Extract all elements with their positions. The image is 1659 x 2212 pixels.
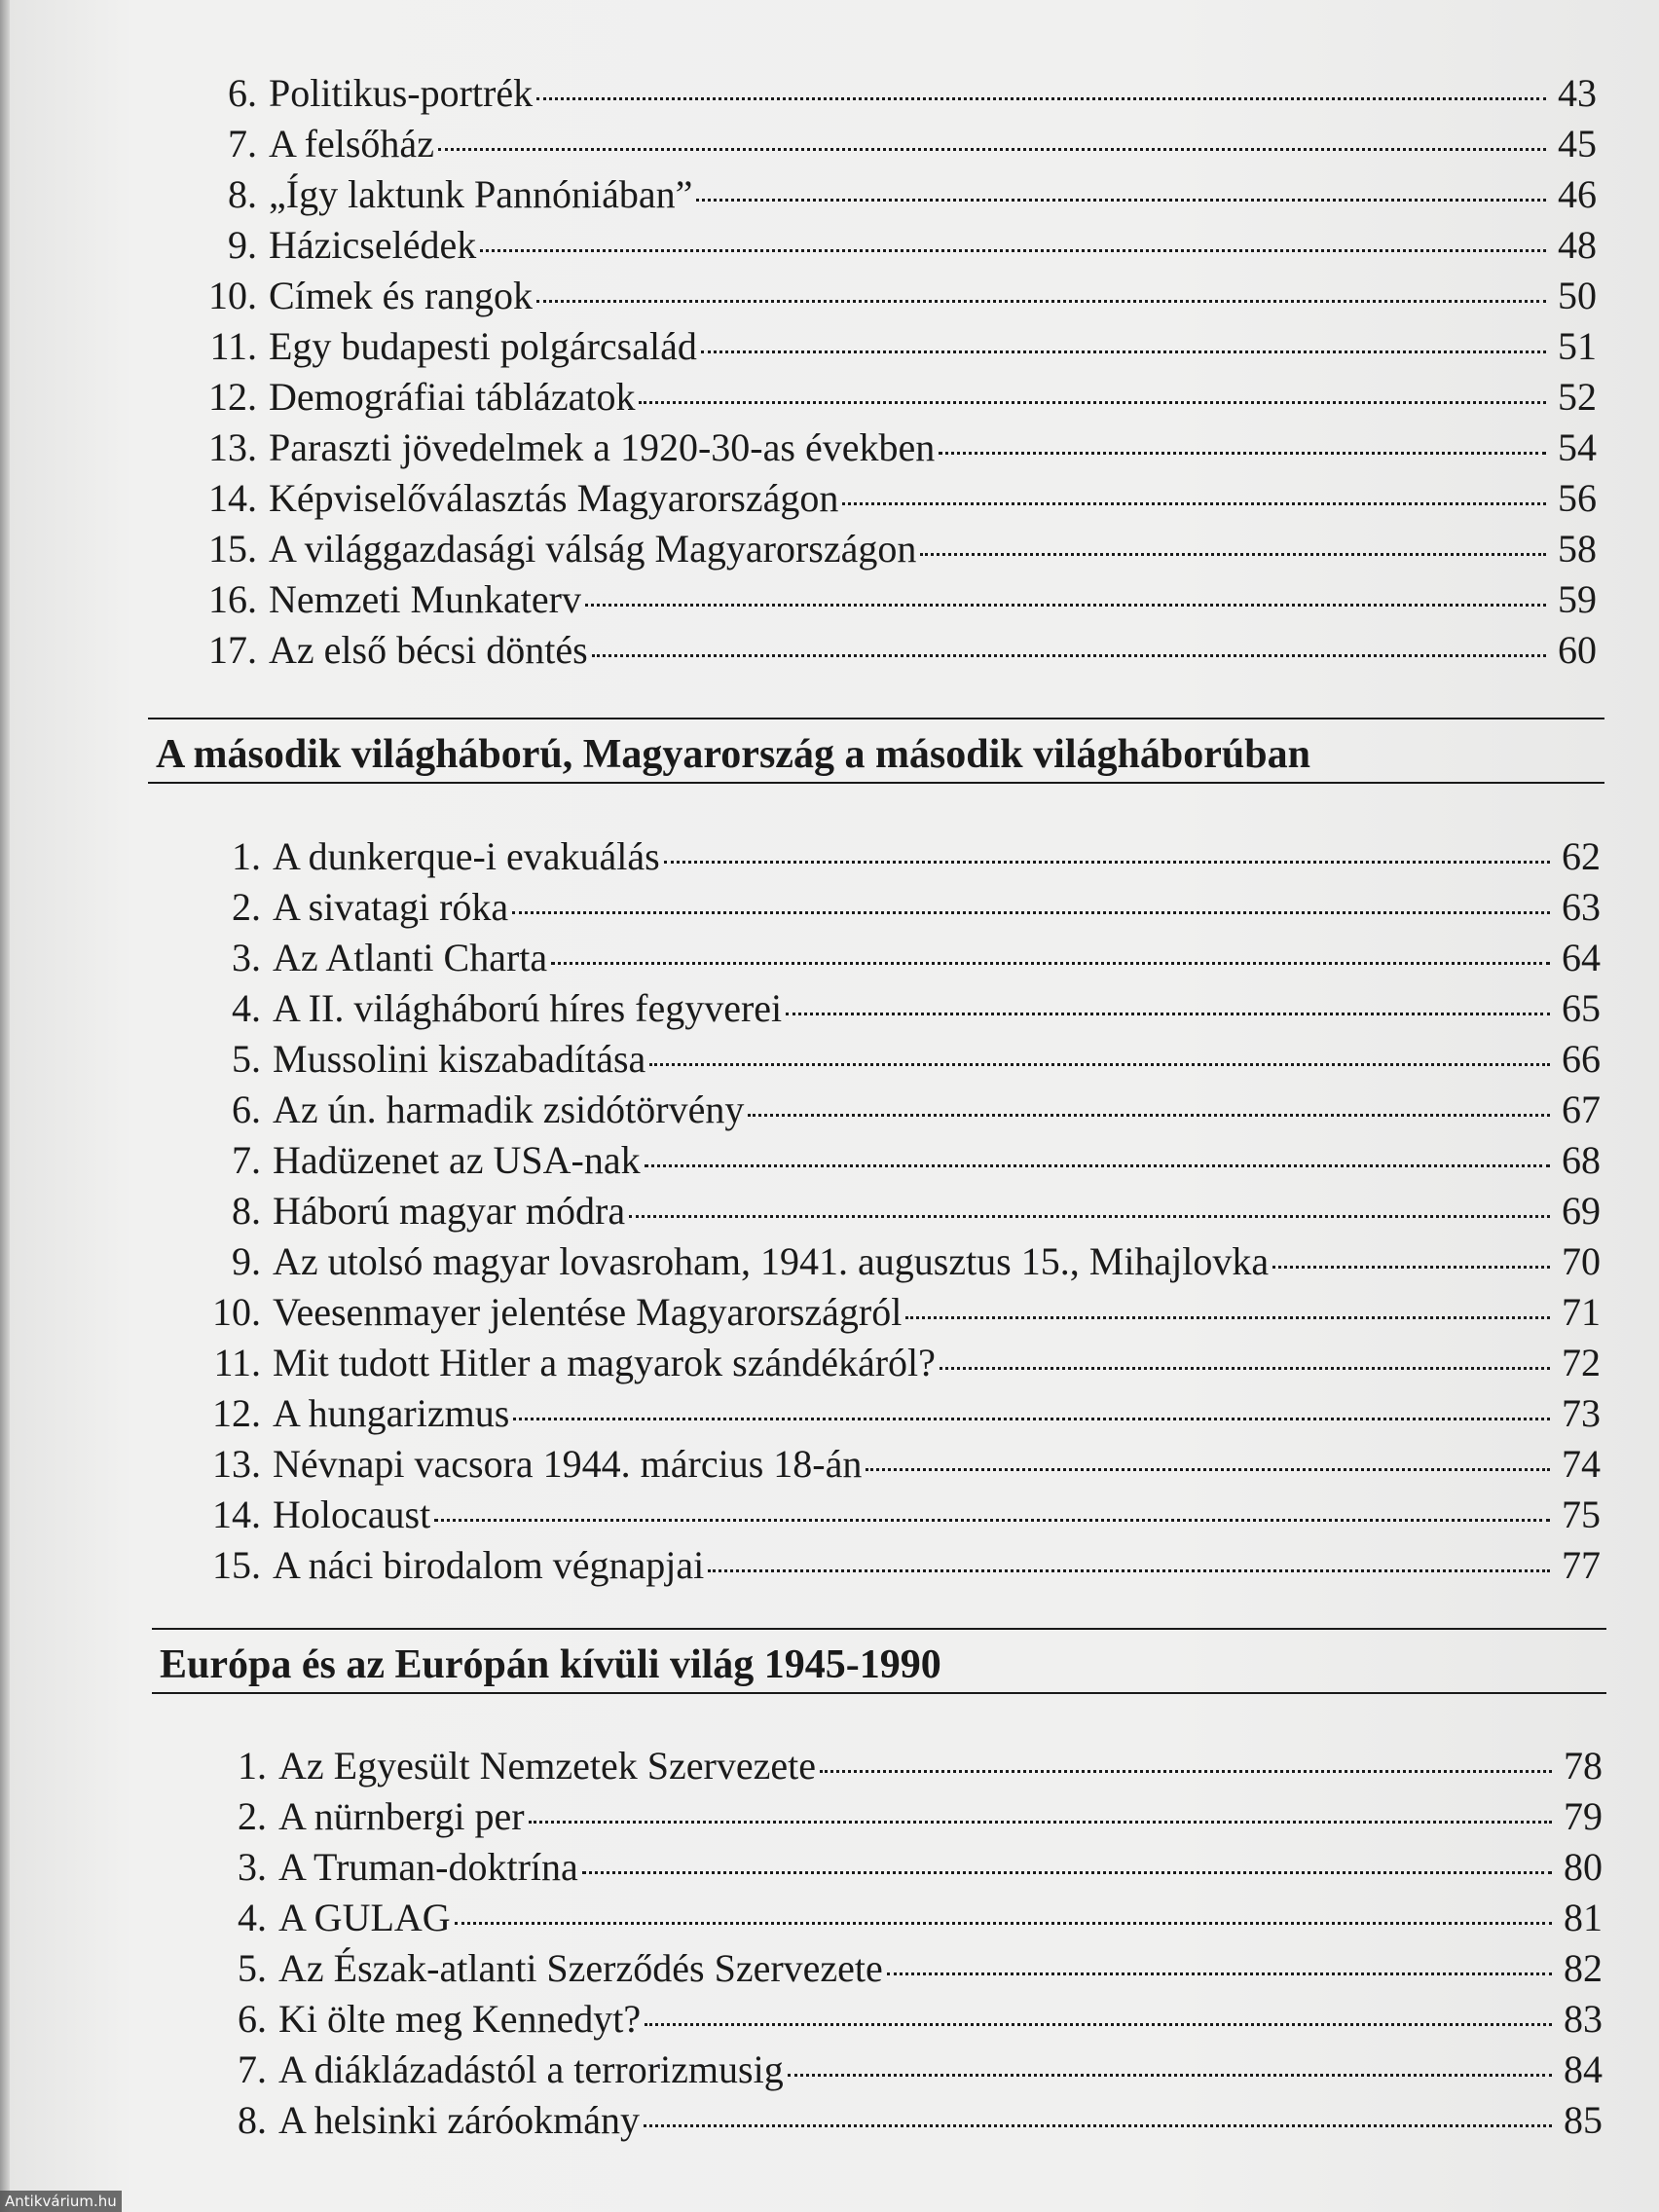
entry-title: Az Egyesült Nemzetek Szervezete (278, 1744, 816, 1788)
toc-entry (195, 576, 1597, 623)
entry-title: Egy budapesti polgárcsalád (269, 324, 697, 368)
entry-page-number: 81 (1564, 1896, 1603, 1939)
entry-page-number: 75 (1562, 1493, 1601, 1536)
toc-entry (204, 1996, 1603, 2043)
entry-title: A felsőház (269, 122, 434, 166)
entry-title: A Truman-doktrína (278, 1845, 578, 1889)
toc-entry (199, 1087, 1601, 1133)
toc-entry (199, 884, 1601, 931)
entry-number: 1. (232, 834, 261, 878)
entry-title: Demográfiai táblázatok (269, 375, 636, 419)
entry-number: 10. (208, 274, 257, 317)
dot-leader (905, 1315, 1550, 1319)
toc-entry (199, 1137, 1601, 1184)
entry-page-number: 70 (1562, 1239, 1601, 1283)
entry-page-number: 66 (1562, 1037, 1601, 1081)
toc-entry (204, 1793, 1603, 1840)
entry-title: Képviselőválasztás Magyarországon (269, 476, 839, 520)
toc-entry (204, 1844, 1603, 1891)
entry-number: 11. (213, 1341, 261, 1384)
entry-page-number: 56 (1558, 476, 1597, 520)
entry-number: 12. (212, 1391, 261, 1435)
toc-entry (195, 424, 1597, 471)
entry-title: Mussolini kiszabadítása (273, 1037, 646, 1081)
entry-number: 8. (228, 172, 257, 216)
toc-entry (204, 1945, 1603, 1992)
entry-page-number: 84 (1564, 2047, 1603, 2091)
dot-leader (455, 1921, 1552, 1925)
entry-page-number: 80 (1564, 1845, 1603, 1889)
entry-title: A GULAG (278, 1896, 451, 1939)
toc-entry (199, 1238, 1601, 1285)
toc-entry (195, 323, 1597, 370)
section-heading-europe: Európa és az Európán kívüli világ 1945-1990 (160, 1642, 941, 1687)
toc-entry (195, 475, 1597, 522)
entry-number: 17. (208, 628, 257, 672)
entry-number: 5. (232, 1037, 261, 1081)
entry-number: 13. (212, 1442, 261, 1486)
entry-number: 2. (232, 885, 261, 929)
dot-leader (866, 1467, 1550, 1471)
dot-leader (629, 1214, 1550, 1218)
entry-title: Névnapi vacsora 1944. március 18-án (273, 1442, 863, 1486)
toc-entry (195, 70, 1597, 117)
entry-title: A nürnbergi per (278, 1794, 525, 1838)
entry-page-number: 62 (1562, 834, 1601, 878)
toc-entry (204, 2046, 1603, 2093)
entry-number: 4. (238, 1896, 267, 1939)
entry-title: A II. világháború híres fegyverei (273, 986, 783, 1030)
entry-number: 11. (209, 324, 257, 368)
toc-entry (204, 1895, 1603, 1941)
entry-title: Veesenmayer jelentése Magyarországról (273, 1290, 903, 1334)
entry-number: 8. (232, 1189, 261, 1233)
entry-page-number: 65 (1562, 986, 1601, 1030)
entry-number: 3. (232, 936, 261, 979)
entry-title: „Így laktunk Pannóniában” (269, 172, 693, 216)
entry-title: Címek és rangok (269, 274, 534, 317)
entry-page-number: 83 (1564, 1997, 1603, 2041)
entry-title: A helsinki záróokmány (278, 2098, 641, 2142)
entry-number: 3. (238, 1845, 267, 1889)
entry-page-number: 63 (1562, 885, 1601, 929)
dot-leader (513, 1417, 1550, 1420)
dot-leader (551, 961, 1550, 965)
entry-page-number: 50 (1558, 274, 1597, 317)
toc-entry (199, 1542, 1601, 1589)
toc-entry (204, 1743, 1603, 1789)
section-heading-ww2: A második világháború, Magyarország a második világháborúban (156, 732, 1310, 777)
entry-title: Az Atlanti Charta (273, 936, 548, 979)
entry-page-number: 43 (1558, 71, 1597, 115)
dot-leader (786, 1012, 1550, 1015)
entry-page-number: 45 (1558, 122, 1597, 166)
entry-number: 14. (212, 1493, 261, 1536)
entry-page-number: 64 (1562, 936, 1601, 979)
toc-entry (199, 935, 1601, 981)
toc-entry (204, 2097, 1603, 2144)
entry-page-number: 60 (1558, 628, 1597, 672)
entry-page-number: 79 (1564, 1794, 1603, 1838)
entry-page-number: 52 (1558, 375, 1597, 419)
dot-leader (940, 1366, 1550, 1370)
dot-leader (585, 603, 1546, 607)
toc-entry (199, 1289, 1601, 1336)
dot-leader (536, 96, 1546, 100)
dot-leader (788, 2073, 1552, 2077)
section-rule-top (152, 1628, 1606, 1630)
dot-leader (649, 1062, 1550, 1066)
entry-title: A náci birodalom végnapjai (273, 1543, 705, 1587)
toc-entry (195, 273, 1597, 319)
dot-leader (639, 400, 1546, 404)
entry-title: Holocaust (273, 1493, 431, 1536)
entry-page-number: 85 (1564, 2098, 1603, 2142)
entry-title: Nemzeti Munkaterv (269, 577, 581, 621)
dot-leader (887, 1972, 1552, 1975)
entry-page-number: 54 (1558, 425, 1597, 469)
entry-page-number: 72 (1562, 1341, 1601, 1384)
entry-title: A diáklázadástól a terrorizmusig (278, 2047, 784, 2091)
entry-number: 6. (232, 1088, 261, 1131)
dot-leader (645, 1163, 1550, 1167)
entry-title: Az ún. harmadik zsidótörvény (273, 1088, 745, 1131)
entry-number: 9. (232, 1239, 261, 1283)
toc-entry (199, 985, 1601, 1032)
toc-entry (199, 1441, 1601, 1488)
dot-leader (920, 552, 1546, 556)
dot-leader (645, 2022, 1552, 2026)
entry-number: 8. (238, 2098, 267, 2142)
entry-number: 7. (232, 1138, 261, 1182)
entry-title: Az Észak-atlanti Szerződés Szervezete (278, 1946, 883, 1990)
entry-title: Hadüzenet az USA-nak (273, 1138, 641, 1182)
entry-number: 2. (238, 1794, 267, 1838)
entry-number: 15. (208, 527, 257, 571)
entry-page-number: 69 (1562, 1189, 1601, 1233)
toc-entry (195, 627, 1597, 674)
entry-number: 6. (228, 71, 257, 115)
dot-leader (748, 1113, 1550, 1117)
entry-page-number: 51 (1558, 324, 1597, 368)
entry-number: 6. (238, 1997, 267, 2041)
dot-leader (529, 1820, 1552, 1824)
dot-leader (939, 451, 1546, 455)
toc-entry (195, 121, 1597, 167)
entry-title: Politikus-portrék (269, 71, 534, 115)
entry-number: 9. (228, 223, 257, 267)
entry-title: Mit tudott Hitler a magyarok szándékáról? (273, 1341, 936, 1384)
entry-page-number: 59 (1558, 577, 1597, 621)
entry-number: 10. (212, 1290, 261, 1334)
entry-title: Ki ölte meg Kennedyt? (278, 1997, 642, 2041)
dot-leader (820, 1769, 1552, 1773)
dot-leader (701, 350, 1546, 353)
section-rule-top (148, 718, 1604, 719)
dot-leader (1272, 1265, 1550, 1269)
section-rule-bottom (152, 1692, 1606, 1694)
dot-leader (480, 248, 1546, 252)
entry-title: A sivatagi róka (273, 885, 509, 929)
toc-entry (199, 1340, 1601, 1386)
entry-title: Háború magyar módra (273, 1189, 626, 1233)
entry-number: 14. (208, 476, 257, 520)
entry-page-number: 58 (1558, 527, 1597, 571)
dot-leader (708, 1568, 1550, 1572)
entry-title: A dunkerque-i evakuálás (273, 834, 660, 878)
entry-number: 16. (208, 577, 257, 621)
entry-number: 5. (238, 1946, 267, 1990)
dot-leader (644, 2123, 1552, 2127)
entry-page-number: 46 (1558, 172, 1597, 216)
entry-title: Az utolsó magyar lovasroham, 1941. augusztus 15., Mihajlovka (273, 1239, 1270, 1283)
entry-number: 15. (212, 1543, 261, 1587)
entry-page-number: 67 (1562, 1088, 1601, 1131)
entry-number: 13. (208, 425, 257, 469)
entry-number: 7. (238, 2047, 267, 2091)
dot-leader (842, 501, 1546, 505)
entry-title: A hungarizmus (273, 1391, 510, 1435)
page-spine-shadow (0, 0, 10, 2212)
toc-entry (195, 171, 1597, 218)
entry-number: 7. (228, 122, 257, 166)
toc-entry (199, 1188, 1601, 1235)
dot-leader (536, 299, 1546, 303)
entry-page-number: 71 (1562, 1290, 1601, 1334)
dot-leader (512, 910, 1550, 914)
entry-title: Paraszti jövedelmek a 1920-30-as években (269, 425, 936, 469)
entry-page-number: 78 (1564, 1744, 1603, 1788)
toc-entry (199, 1492, 1601, 1538)
entry-page-number: 77 (1562, 1543, 1601, 1587)
entry-number: 1. (238, 1744, 267, 1788)
toc-entry (199, 833, 1601, 880)
entry-title: Az első bécsi döntés (269, 628, 588, 672)
entry-title: Házicselédek (269, 223, 477, 267)
toc-entry (199, 1390, 1601, 1437)
dot-leader (438, 147, 1546, 151)
dot-leader (592, 653, 1546, 657)
entry-number: 4. (232, 986, 261, 1030)
toc-entry (195, 222, 1597, 269)
dot-leader (696, 198, 1546, 202)
section-rule-bottom (148, 782, 1604, 784)
toc-entry (195, 374, 1597, 421)
entry-title: A világgazdasági válság Magyarországon (269, 527, 917, 571)
entry-page-number: 73 (1562, 1391, 1601, 1435)
toc-entry (195, 526, 1597, 572)
dot-leader (582, 1870, 1552, 1874)
dot-leader (664, 860, 1550, 864)
dot-leader (434, 1518, 1550, 1522)
toc-entry (199, 1036, 1601, 1083)
entry-number: 12. (208, 375, 257, 419)
watermark: Antikvárium.hu (0, 2191, 122, 2212)
entry-page-number: 68 (1562, 1138, 1601, 1182)
entry-page-number: 82 (1564, 1946, 1603, 1990)
entry-page-number: 74 (1562, 1442, 1601, 1486)
entry-page-number: 48 (1558, 223, 1597, 267)
